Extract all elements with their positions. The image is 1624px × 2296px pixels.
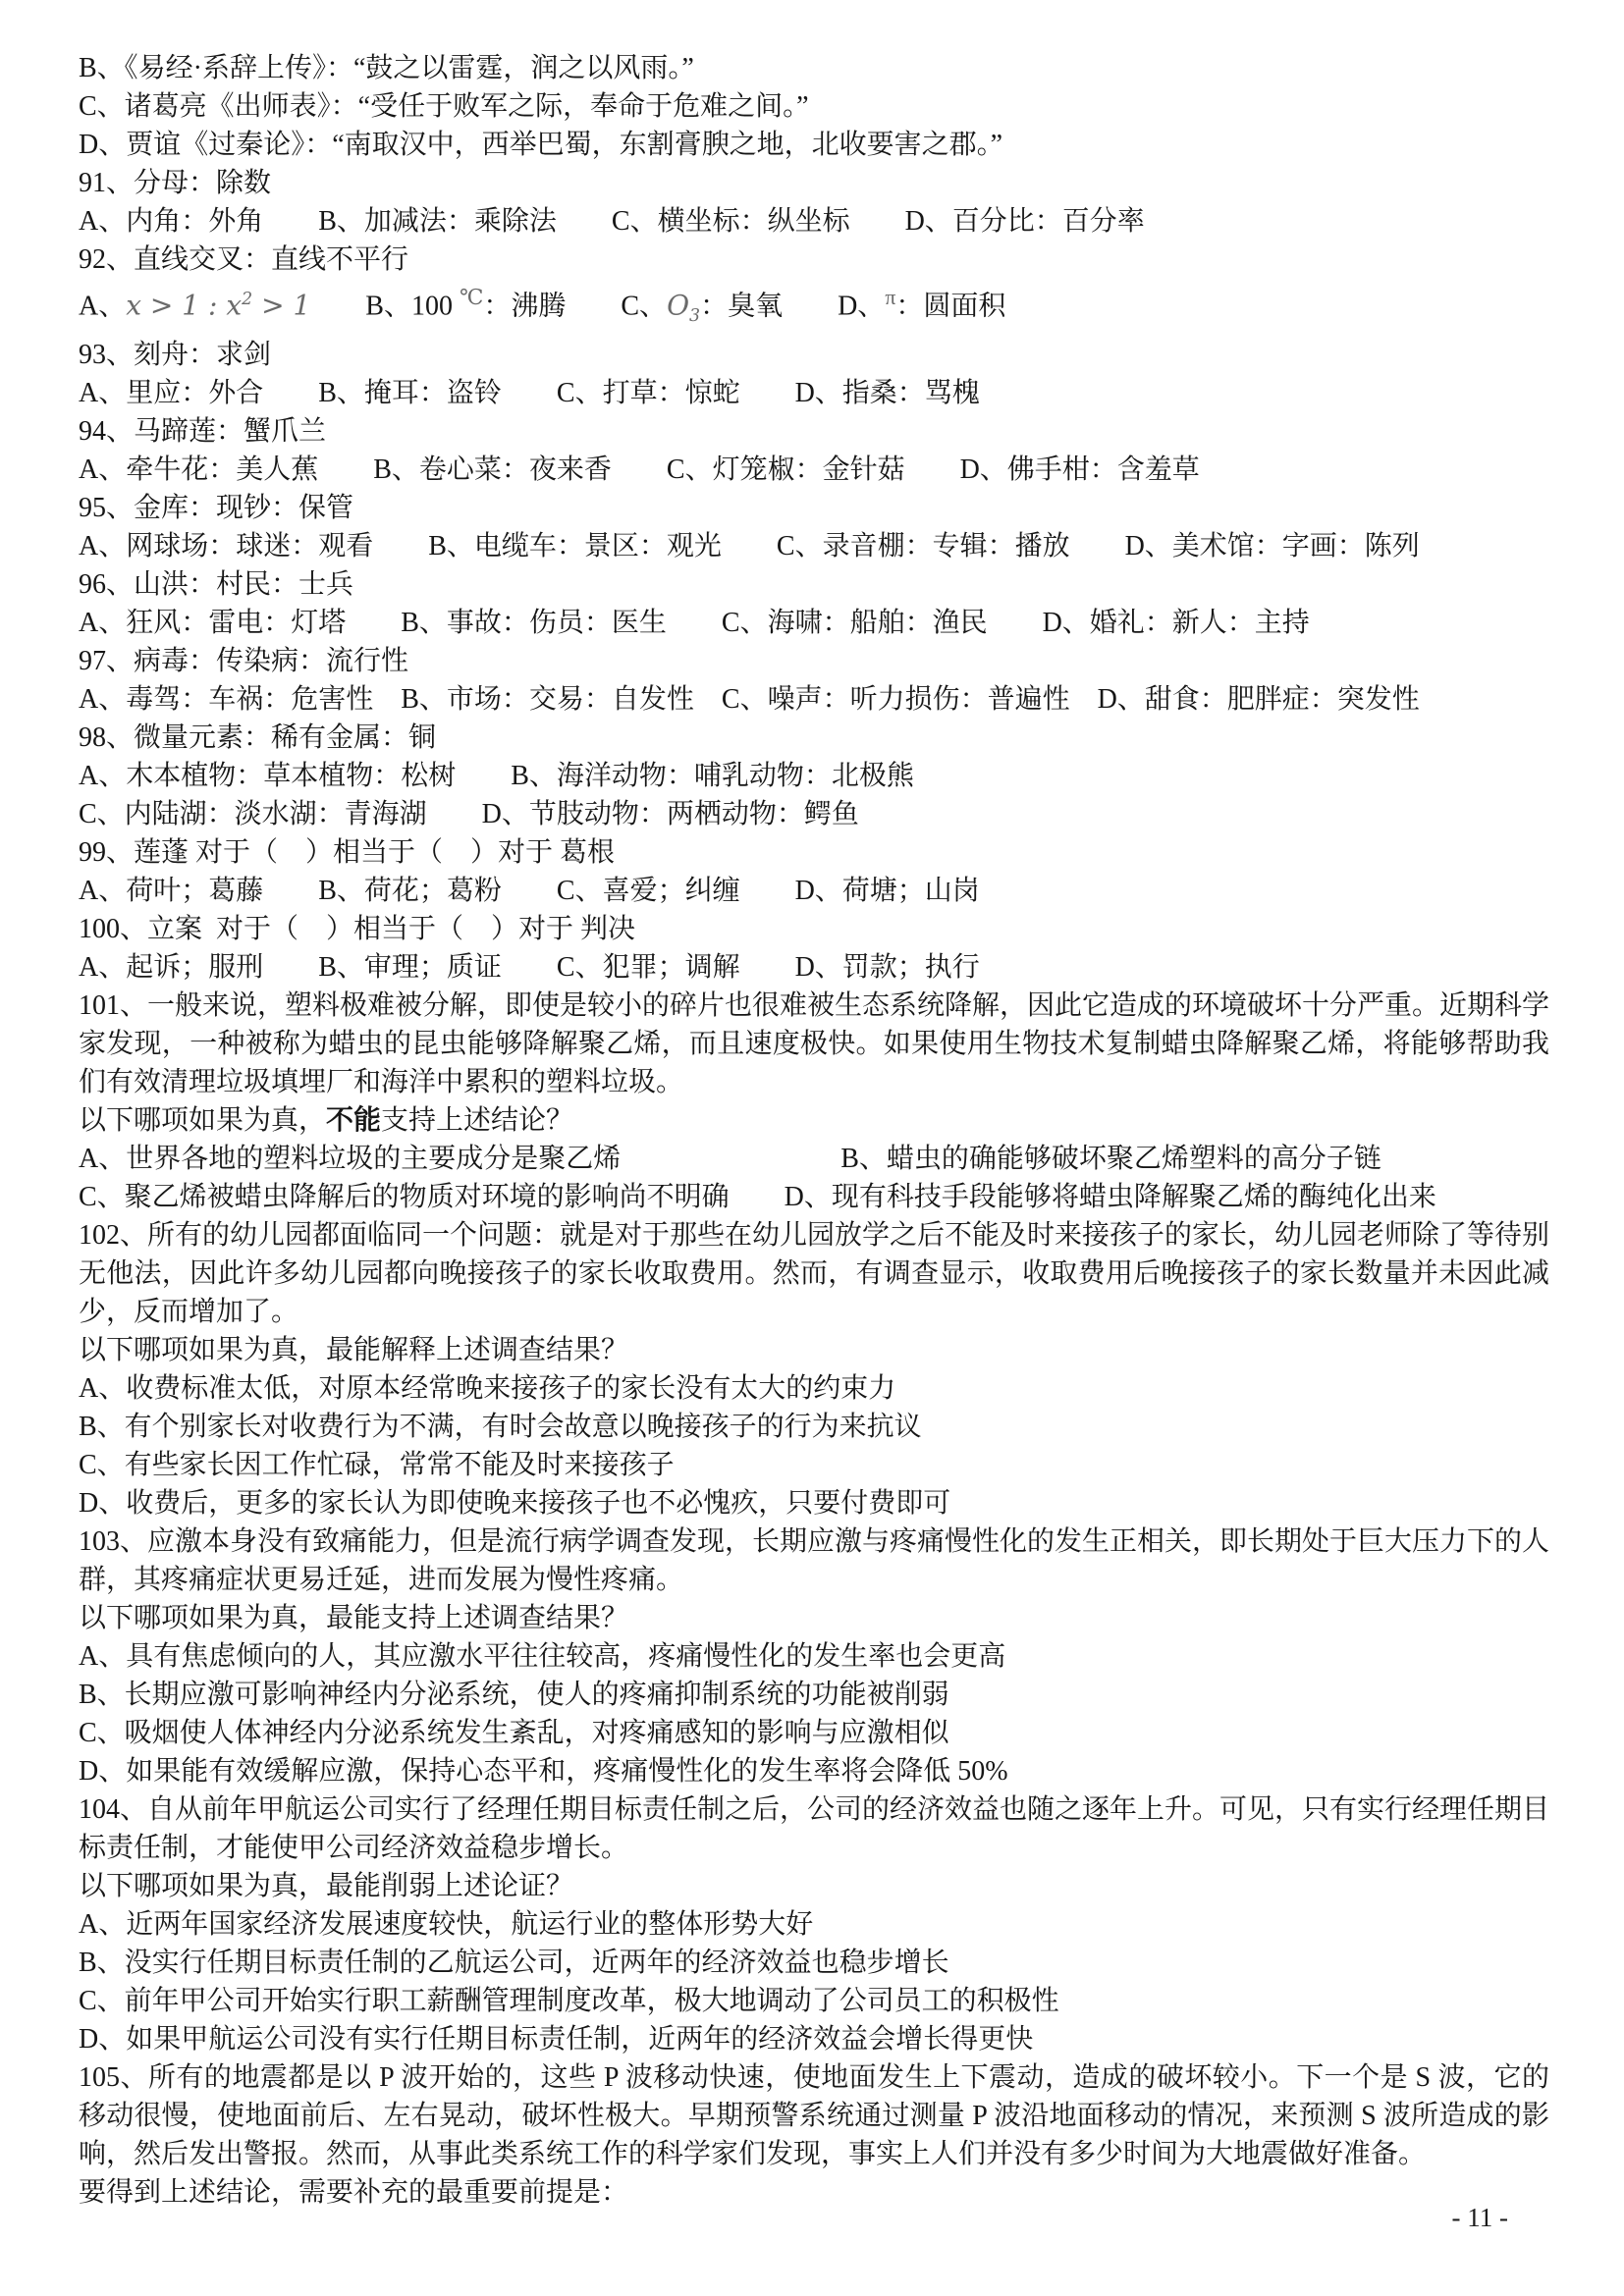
text-segment: D、如果能有效缓解应激，保持心态平和，疼痛慢性化的发生率将会降低 50%	[79, 1755, 1008, 1787]
text-segment: 96、山洪：村民：士兵	[79, 568, 354, 600]
text-segment: A、狂风：雷电：灯塔 B、事故：伤员：医生 C、海啸：船舶：渔民 D、婚礼：新人：主持	[79, 607, 1310, 638]
text-segment: 91、分母：除数	[79, 168, 272, 198]
text-segment: 103、应激本身没有致痛能力，但是流行病学调查发现，长期应激与疼痛慢性化的发生正相关，即长期处于巨大压力下的人群，其疼痛症状更易迁延，进而发展为慢性疼痛。	[79, 1525, 1550, 1595]
text-segment: 支持上述结论？	[381, 1104, 574, 1136]
document-line	[79, 451, 1549, 489]
text-segment: ℃	[459, 286, 484, 309]
text-segment: 3	[689, 305, 701, 326]
document-line	[79, 1982, 1549, 2020]
document-line	[79, 2020, 1549, 2058]
document-line	[79, 240, 1549, 279]
text-segment: π	[885, 286, 896, 309]
text-segment: B、《易经·系辞上传》：“鼓之以雷霆，润之以风雨。”	[79, 53, 694, 83]
text-segment: ：沸腾 C、	[483, 291, 668, 322]
text-segment: 以下哪项如果为真，最能解释上述调查结果？	[79, 1334, 629, 1365]
text-segment: C、内陆湖：淡水湖：青海湖 D、节肢动物：两栖动物：鳄鱼	[79, 798, 859, 829]
document-line	[79, 202, 1549, 240]
document-line	[79, 1178, 1549, 1216]
text-segment: D、收费后，更多的家长认为即使晚来接孩子也不必愧疚，只要付费即可	[79, 1487, 951, 1519]
document-line	[79, 1790, 1549, 1867]
text-segment: B、没实行任期目标责任制的乙航运公司，近两年的经济效益也稳步增长	[79, 1947, 949, 1978]
document-line	[79, 1637, 1549, 1676]
document-line	[79, 910, 1549, 948]
text-segment: A、起诉；服刑 B、审理；质证 C、犯罪；调解 D、罚款；执行	[79, 951, 980, 983]
text-segment: 95、金库：现钞：保管	[79, 492, 354, 523]
text-segment: > 1	[252, 289, 311, 322]
text-segment: 104、自从前年甲航运公司实行了经理任期目标责任制之后，公司的经济效益也随之逐年上升。可见，只有实行经理任期目标责任制，才能使甲公司经济效益稳步增长。	[79, 1793, 1550, 1863]
text-segment: C、有些家长因工作忙碌，常常不能及时来接孩子	[79, 1449, 675, 1480]
document-line	[79, 1944, 1549, 1982]
text-segment: O	[667, 289, 690, 322]
text-segment: 以下哪项如果为真，	[79, 1104, 327, 1136]
document-line	[79, 565, 1549, 604]
page-number: - 11 -	[1451, 2203, 1508, 2232]
text-segment: ：臭氧 D、	[700, 291, 886, 322]
document-line	[79, 164, 1549, 202]
document-line	[79, 1905, 1549, 1944]
text-segment: C、前年甲公司开始实行职工薪酬管理制度改革，极大地调动了公司员工的积极性	[79, 1985, 1059, 2016]
text-segment: 92、直线交叉：直线不平行	[79, 244, 409, 275]
text-segment: D、如果甲航运公司没有实行任期目标责任制，近两年的经济效益会增长得更快	[79, 2023, 1034, 2055]
text-segment: 以下哪项如果为真，最能削弱上述论证？	[79, 1870, 574, 1901]
document-line	[79, 1522, 1549, 1599]
text-segment: 93、刻舟：求剑	[79, 339, 272, 370]
document-line	[79, 1599, 1549, 1637]
document-line	[79, 1752, 1549, 1790]
text-segment: C、聚乙烯被蜡虫降解后的物质对环境的影响尚不明确 D、现有科技手段能够将蜡虫降解聚乙烯的酶纯化出来	[79, 1181, 1436, 1212]
document-line	[79, 1867, 1549, 1905]
text-segment: x > 1 : x	[126, 289, 243, 322]
document-line	[79, 1446, 1549, 1484]
document-line	[79, 1676, 1549, 1714]
document-lines	[79, 49, 1549, 2212]
text-segment: 105、所有的地震都是以 P 波开始的，这些 P 波移动快速，使地面发生上下震动，造成的破坏较小。下一个是 S 波，它的移动很慢，使地面前后、左右晃动，破坏性极大。早期预警系统通过测量 P 波沿地面移动的情况，来预测 S 波所造成的影响，然后发出警报。然而，从事此类系统工作的科学家们发现，事实上人们并没有多少时间为大地震做好准备。	[79, 2061, 1549, 2169]
text-segment: 以下哪项如果为真，最能支持上述调查结果？	[79, 1602, 629, 1633]
text-segment: C、吸烟使人体神经内分泌系统发生紊乱，对疼痛感知的影响与应激相似	[79, 1717, 949, 1748]
document-line	[79, 87, 1549, 126]
document-line	[79, 527, 1549, 565]
document-line	[79, 1216, 1549, 1331]
document-line	[79, 833, 1549, 872]
text-segment: A、荷叶；葛藤 B、荷花；葛粉 C、喜爱；纠缠 D、荷塘；山岗	[79, 875, 980, 906]
document-line	[79, 374, 1549, 412]
text-segment: C、诸葛亮《出师表》：“受任于败军之际，奉命于危难之间。”	[79, 91, 809, 122]
document-line	[79, 1140, 1549, 1178]
document-line	[79, 757, 1549, 795]
text-segment: A、木本植物：草本植物：松树 B、海洋动物：哺乳动物：北极熊	[79, 760, 914, 791]
document-line	[79, 987, 1549, 1101]
text-segment: B、100	[310, 291, 460, 322]
document-line	[79, 1331, 1549, 1369]
text-segment: A、收费标准太低，对原本经常晚来接孩子的家长没有太大的约束力	[79, 1372, 896, 1404]
text-segment: 98、微量元素：稀有金属：铜	[79, 721, 437, 753]
text-segment: 102、所有的幼儿园都面临同一个问题：就是对于那些在幼儿园放学之后不能及时来接孩子的家长，幼儿园老师除了等待别无他法，因此许多幼儿园都向晚接孩子的家长收取费用。然而，有调查显示，收取费用后晚接孩子的家长数量并未因此减少，反而增加了。	[79, 1219, 1550, 1327]
document-line	[79, 126, 1549, 164]
text-segment: 100、立案 对于（ ）相当于（ ）对于 判决	[79, 913, 636, 944]
text-segment: A、世界各地的塑料垃圾的主要成分是聚乙烯 B、蜡虫的确能够破坏聚乙烯塑料的高分子链	[79, 1143, 1381, 1174]
text-segment: 要得到上述结论，需要补充的最重要前提是：	[79, 2176, 629, 2208]
document-line	[79, 719, 1549, 757]
text-segment: A、网球场：球迷：观看 B、电缆车：景区：观光 C、录音棚：专辑：播放 D、美术馆：字画：陈列	[79, 530, 1420, 561]
document-line	[79, 1408, 1549, 1446]
document-line	[79, 2173, 1549, 2212]
text-segment: A、近两年国家经济发展速度较快，航运行业的整体形势大好	[79, 1908, 814, 1940]
document-line	[79, 489, 1549, 527]
document-line	[79, 279, 1549, 336]
text-segment: 97、病毒：传染病：流行性	[79, 645, 409, 676]
text-segment: A、牵牛花：美人蕉 B、卷心菜：夜来香 C、灯笼椒：金针菇 D、佛手柑：含羞草	[79, 454, 1200, 485]
document-line	[79, 872, 1549, 910]
document-line	[79, 1369, 1549, 1408]
text-segment: B、长期应激可影响神经内分泌系统，使人的疼痛抑制系统的功能被削弱	[79, 1679, 949, 1710]
text-segment: A、具有焦虑倾向的人，其应激水平往往较高，疼痛慢性化的发生率也会更高	[79, 1640, 1006, 1672]
document-line	[79, 1101, 1549, 1140]
document-line	[79, 1484, 1549, 1522]
text-segment: A、	[79, 291, 127, 322]
text-segment: 不能	[326, 1104, 382, 1136]
text-segment: D、贾谊《过秦论》：“南取汉中，西举巴蜀，东割膏腴之地，北收要害之郡。”	[79, 130, 1003, 160]
text-segment: 101、一般来说，塑料极难被分解，即使是较小的碎片也很难被生态系统降解，因此它造成的环境破坏十分严重。近期科学家发现，一种被称为蜡虫的昆虫能够降解聚乙烯，而且速度极快。如果使用生物技术复制蜡虫降解聚乙烯，将能够帮助我们有效清理垃圾填埋厂和海洋中累积的塑料垃圾。	[79, 989, 1550, 1097]
text-segment: 99、莲蓬 对于（ ）相当于（ ）对于 葛根	[79, 836, 616, 868]
document-line	[79, 680, 1549, 719]
document-line	[79, 336, 1549, 374]
text-segment: 94、马蹄莲：蟹爪兰	[79, 415, 327, 447]
text-segment: A、里应：外合 B、掩耳：盗铃 C、打草：惊蛇 D、指桑：骂槐	[79, 377, 980, 408]
text-segment: A、毒驾：车祸：危害性 B、市场：交易：自发性 C、噪声：听力损伤：普遍性 D、甜食：肥胖症：突发性	[79, 683, 1420, 715]
document-line	[79, 604, 1549, 642]
text-segment: ：圆面积	[895, 291, 1006, 322]
text-segment: A、内角：外角 B、加减法：乘除法 C、横坐标：纵坐标 D、百分比：百分率	[79, 206, 1145, 237]
document-line	[79, 49, 1549, 87]
text-segment: B、有个别家长对收费行为不满，有时会故意以晚接孩子的行为来抗议	[79, 1411, 922, 1442]
document-line	[79, 2058, 1549, 2173]
document-line	[79, 642, 1549, 680]
document-line	[79, 412, 1549, 451]
text-segment: 2	[242, 290, 253, 309]
document-line	[79, 1714, 1549, 1752]
document-line	[79, 795, 1549, 833]
document-line	[79, 948, 1549, 987]
